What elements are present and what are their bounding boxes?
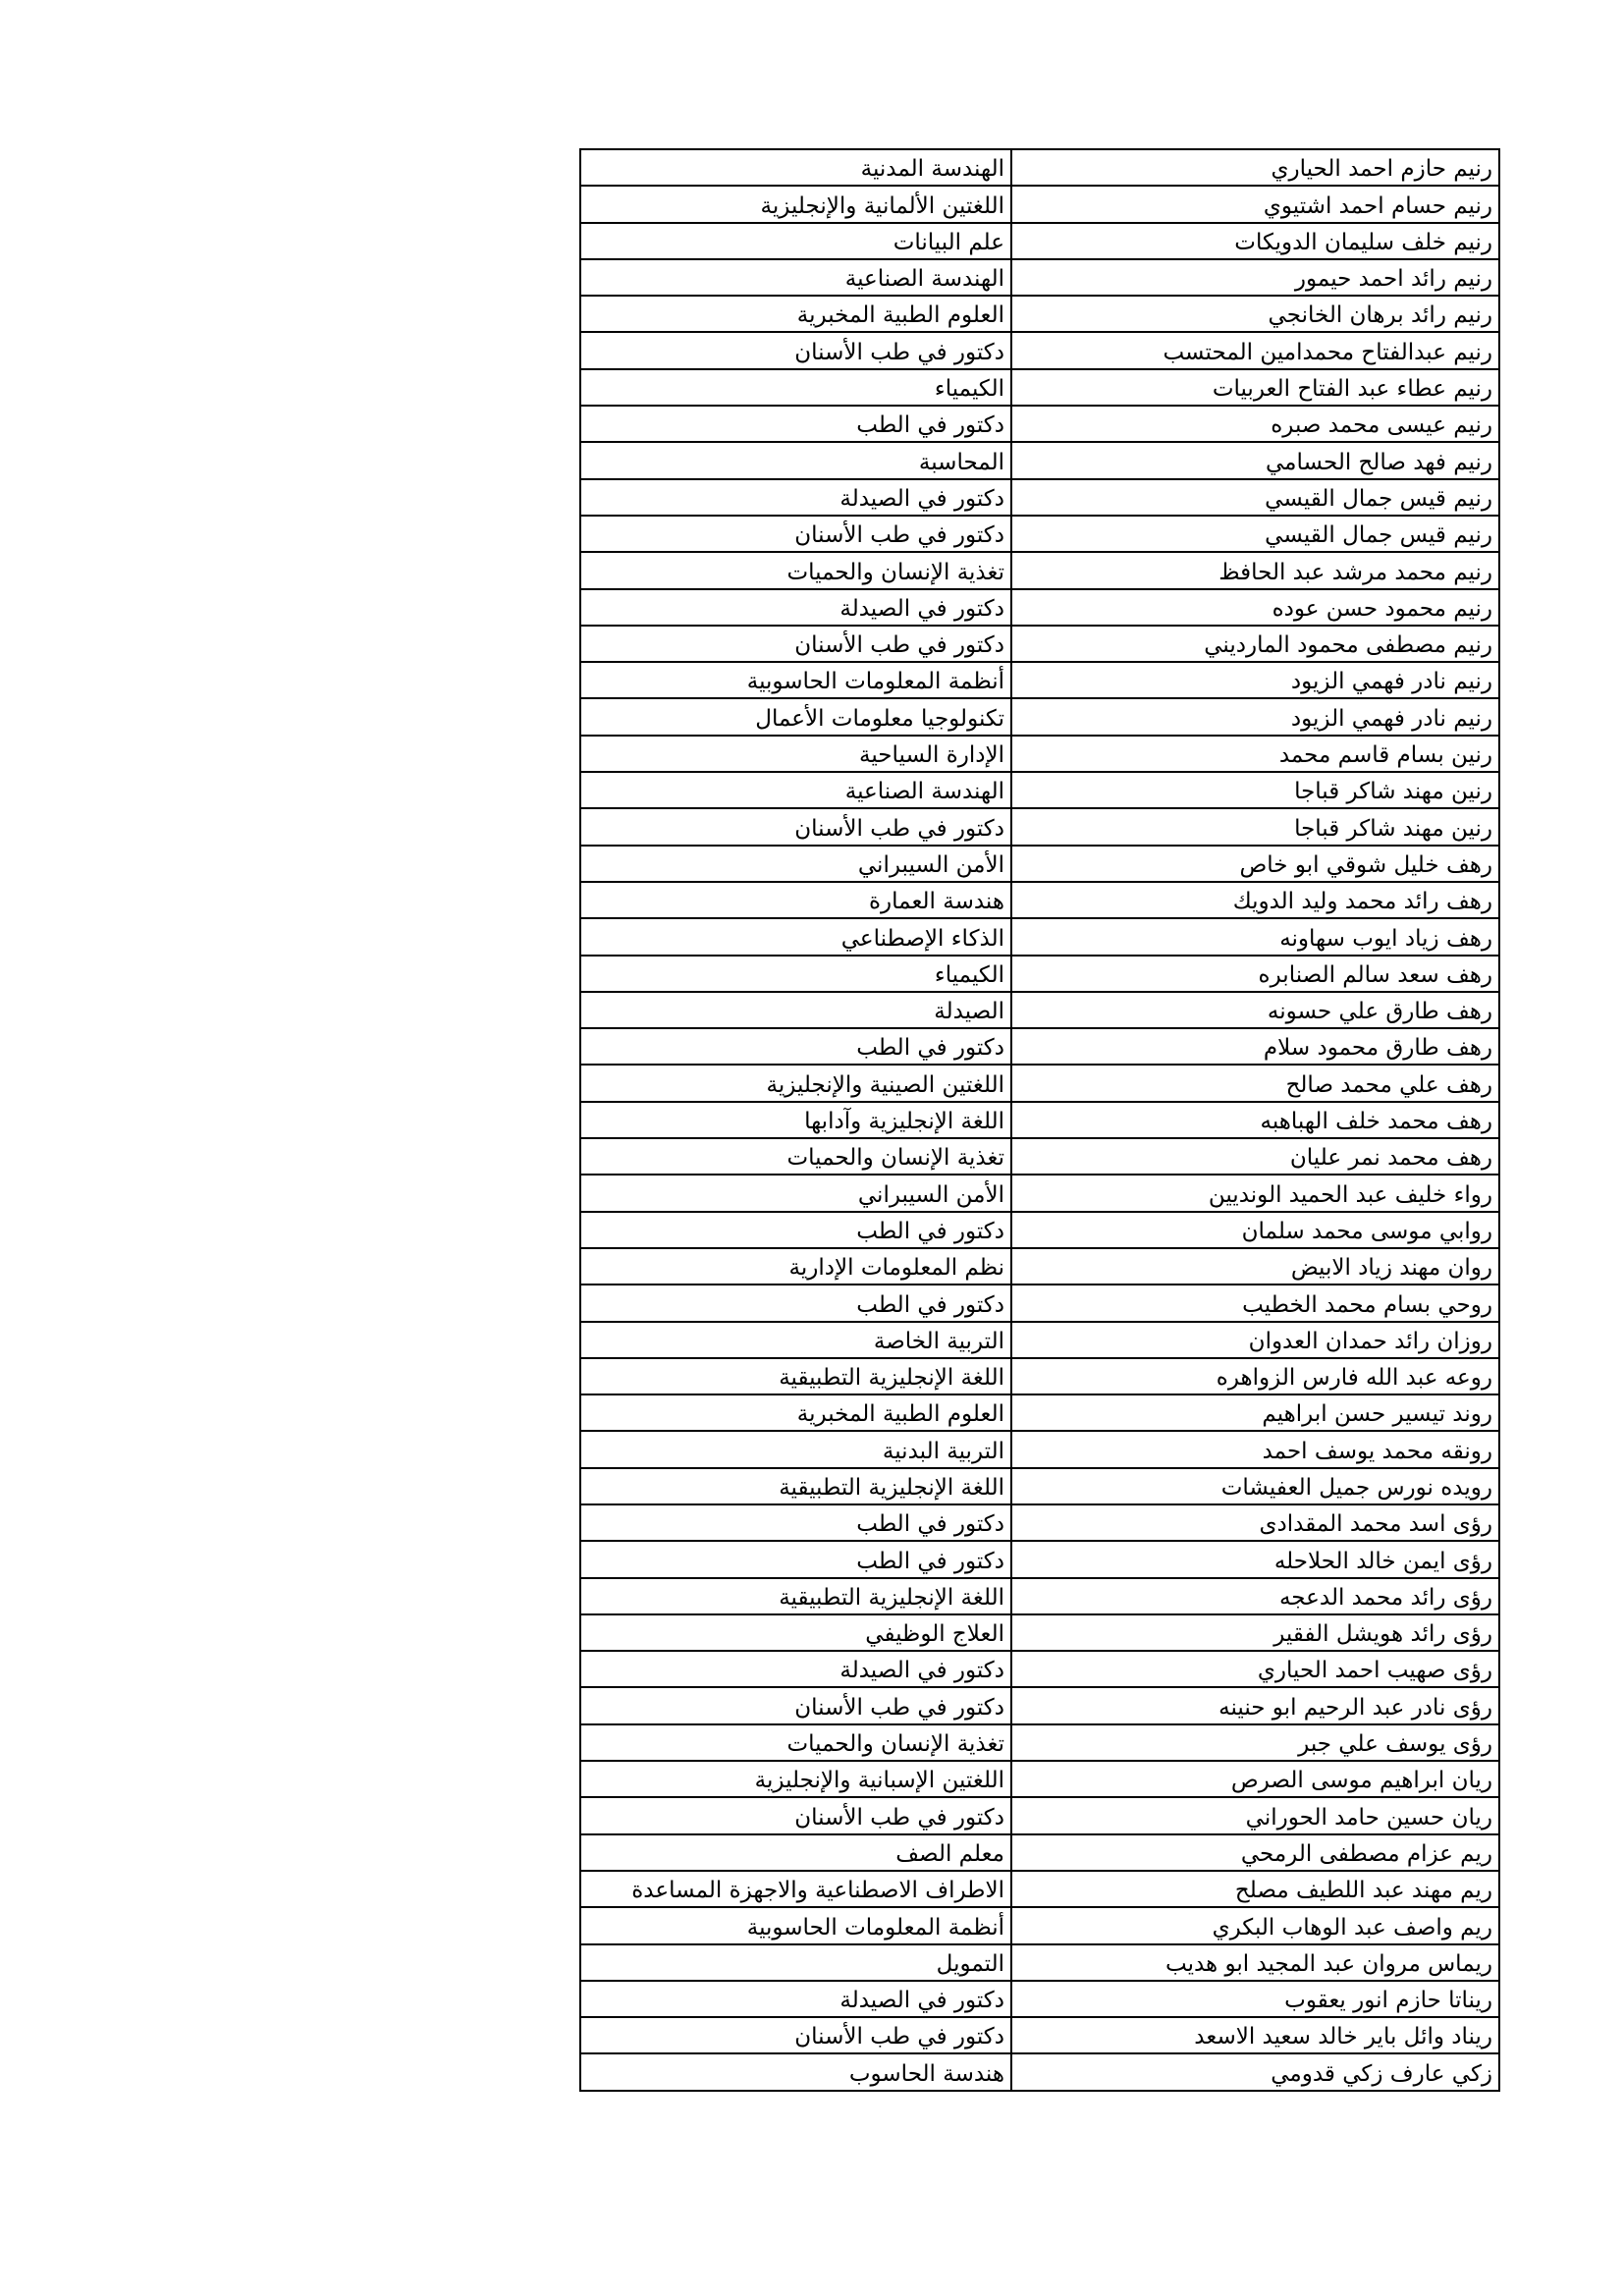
major-cell: معلم الصف bbox=[580, 1834, 1011, 1871]
table-row bbox=[580, 369, 1499, 406]
student-name-cell: رهف خليل شوقي ابو خاص bbox=[1011, 846, 1499, 882]
student-name-cell: رنيم عبدالفتاح محمدامين المحتسب bbox=[1011, 332, 1499, 368]
major-cell: علم البيانات bbox=[580, 223, 1011, 259]
student-name-cell: رنيم نادر فهمي الزيود bbox=[1011, 698, 1499, 735]
major-cell: اللغة الإنجليزية وآدابها bbox=[580, 1102, 1011, 1138]
major-cell: الذكاء الإصطناعي bbox=[580, 918, 1011, 955]
table-row bbox=[580, 406, 1499, 442]
table-row bbox=[580, 2017, 1499, 2053]
table-row bbox=[580, 1907, 1499, 1943]
table-row bbox=[580, 479, 1499, 516]
major-cell: تغذية الإنسان والحميات bbox=[580, 1724, 1011, 1761]
student-name-cell: رؤى اسد محمد المقدادى bbox=[1011, 1504, 1499, 1541]
table-row bbox=[580, 442, 1499, 478]
table-row bbox=[580, 662, 1499, 698]
major-cell: الهندسة المدنية bbox=[580, 149, 1011, 186]
student-name-cell: رنين بسام قاسم محمد bbox=[1011, 736, 1499, 772]
student-name-cell: رنيم رائد احمد حيمور bbox=[1011, 259, 1499, 296]
student-name-cell: رهف طارق علي حسونه bbox=[1011, 992, 1499, 1028]
major-cell: هندسة الحاسوب bbox=[580, 2053, 1011, 2090]
major-cell: التمويل bbox=[580, 1944, 1011, 1981]
student-name-cell: روزان رائد حمدان العدوان bbox=[1011, 1322, 1499, 1358]
major-cell: دكتور في طب الأسنان bbox=[580, 1797, 1011, 1833]
table-row bbox=[580, 698, 1499, 735]
table-row bbox=[580, 186, 1499, 222]
student-name-cell: زكي عارف زكي قدومي bbox=[1011, 2053, 1499, 2090]
major-cell: دكتور في طب الأسنان bbox=[580, 1687, 1011, 1723]
table-row bbox=[580, 1394, 1499, 1431]
major-cell: الهندسة الصناعية bbox=[580, 259, 1011, 296]
student-name-cell: رهف محمد نمر عليان bbox=[1011, 1138, 1499, 1175]
student-name-cell: رونقه محمد يوسف احمد bbox=[1011, 1431, 1499, 1467]
student-name-cell: رنيم عطاء عبد الفتاح العربيات bbox=[1011, 369, 1499, 406]
student-name-cell: رنيم قيس جمال القيسي bbox=[1011, 516, 1499, 552]
major-cell: تغذية الإنسان والحميات bbox=[580, 552, 1011, 588]
table-row bbox=[580, 808, 1499, 845]
student-name-cell: رنيم رائد برهان الخانجي bbox=[1011, 296, 1499, 332]
table-row bbox=[580, 259, 1499, 296]
student-name-cell: رنين مهند شاكر قباجا bbox=[1011, 772, 1499, 808]
major-cell: العلاج الوظيفي bbox=[580, 1614, 1011, 1651]
student-name-cell: ريناتا حازم انور يعقوب bbox=[1011, 1981, 1499, 2017]
table-row bbox=[580, 1761, 1499, 1797]
student-name-cell: روان مهند زياد الابيض bbox=[1011, 1248, 1499, 1285]
table-row bbox=[580, 1322, 1499, 1358]
major-cell: دكتور في الصيدلة bbox=[580, 1651, 1011, 1687]
major-cell: التربية الخاصة bbox=[580, 1322, 1011, 1358]
student-name-cell: ريماس مروان عبد المجيد ابو هديب bbox=[1011, 1944, 1499, 1981]
student-name-cell: رؤى نادر عبد الرحيم ابو حنينه bbox=[1011, 1687, 1499, 1723]
table-row bbox=[580, 918, 1499, 955]
student-name-cell: رنيم عيسى محمد صبره bbox=[1011, 406, 1499, 442]
major-cell: دكتور في الصيدلة bbox=[580, 1981, 1011, 2017]
student-name-cell: ريان ابراهيم موسى الصرص bbox=[1011, 1761, 1499, 1797]
major-cell: المحاسبة bbox=[580, 442, 1011, 478]
table-row bbox=[580, 1065, 1499, 1101]
major-cell: التربية البدنية bbox=[580, 1431, 1011, 1467]
student-name-cell: رهف زياد ايوب سهاونه bbox=[1011, 918, 1499, 955]
table-row bbox=[580, 1468, 1499, 1504]
table-row bbox=[580, 1028, 1499, 1065]
major-cell: أنظمة المعلومات الحاسوبية bbox=[580, 662, 1011, 698]
table-row bbox=[580, 1248, 1499, 1285]
major-cell: دكتور في طب الأسنان bbox=[580, 808, 1011, 845]
student-name-cell: رنيم محمود حسن عوده bbox=[1011, 589, 1499, 626]
table-body bbox=[580, 149, 1499, 2091]
major-cell: العلوم الطبية المخبرية bbox=[580, 1394, 1011, 1431]
student-name-cell: رهف طارق محمود سلام bbox=[1011, 1028, 1499, 1065]
student-name-cell: رهف محمد خلف الهباهبه bbox=[1011, 1102, 1499, 1138]
major-cell: الكيمياء bbox=[580, 956, 1011, 992]
student-name-cell: ريان حسين حامد الحوراني bbox=[1011, 1797, 1499, 1833]
table-row bbox=[580, 882, 1499, 918]
major-cell: اللغتين الصينية والإنجليزية bbox=[580, 1065, 1011, 1101]
student-name-cell: رنيم قيس جمال القيسي bbox=[1011, 479, 1499, 516]
major-cell: نظم المعلومات الإدارية bbox=[580, 1248, 1011, 1285]
major-cell: العلوم الطبية المخبرية bbox=[580, 296, 1011, 332]
major-cell: أنظمة المعلومات الحاسوبية bbox=[580, 1907, 1011, 1943]
student-name-cell: روابي موسى محمد سلمان bbox=[1011, 1212, 1499, 1248]
major-cell: دكتور في الطب bbox=[580, 1212, 1011, 1248]
student-name-cell: روعه عبد الله فارس الزواهره bbox=[1011, 1358, 1499, 1394]
table-row bbox=[580, 223, 1499, 259]
table-row bbox=[580, 1504, 1499, 1541]
student-name-cell: رؤى رائد هويشل الفقير bbox=[1011, 1614, 1499, 1651]
student-name-cell: رهف سعد سالم الصنابره bbox=[1011, 956, 1499, 992]
major-cell: دكتور في الطب bbox=[580, 1504, 1011, 1541]
major-cell: دكتور في الطب bbox=[580, 1541, 1011, 1577]
table-row bbox=[580, 736, 1499, 772]
table-row bbox=[580, 1944, 1499, 1981]
table-row bbox=[580, 2053, 1499, 2090]
names-majors-table bbox=[579, 148, 1500, 2092]
table-row bbox=[580, 1871, 1499, 1907]
student-name-cell: رنيم فهد صالح الحسامي bbox=[1011, 442, 1499, 478]
major-cell: الإدارة السياحية bbox=[580, 736, 1011, 772]
table-row bbox=[580, 1285, 1499, 1321]
student-name-cell: رنيم محمد مرشد عبد الحافظ bbox=[1011, 552, 1499, 588]
table-row bbox=[580, 626, 1499, 662]
student-name-cell: رنيم خلف سليمان الدويكات bbox=[1011, 223, 1499, 259]
student-name-cell: روحي بسام محمد الخطيب bbox=[1011, 1285, 1499, 1321]
major-cell: الأمن السيبراني bbox=[580, 1175, 1011, 1211]
table-row bbox=[580, 1138, 1499, 1175]
table-row bbox=[580, 1724, 1499, 1761]
student-name-cell: ريم مهند عبد اللطيف مصلح bbox=[1011, 1871, 1499, 1907]
major-cell: دكتور في طب الأسنان bbox=[580, 626, 1011, 662]
student-name-cell: رواء خليف عبد الحميد الونديين bbox=[1011, 1175, 1499, 1211]
table-row bbox=[580, 956, 1499, 992]
table-row bbox=[580, 1358, 1499, 1394]
table-row bbox=[580, 589, 1499, 626]
major-cell: اللغة الإنجليزية التطبيقية bbox=[580, 1358, 1011, 1394]
table-row bbox=[580, 1175, 1499, 1211]
table-row bbox=[580, 1797, 1499, 1833]
table-row bbox=[580, 1651, 1499, 1687]
table-row bbox=[580, 1834, 1499, 1871]
table-row bbox=[580, 1614, 1499, 1651]
major-cell: دكتور في طب الأسنان bbox=[580, 332, 1011, 368]
table-row bbox=[580, 149, 1499, 186]
major-cell: اللغتين الإسبانية والإنجليزية bbox=[580, 1761, 1011, 1797]
table-row bbox=[580, 992, 1499, 1028]
student-name-cell: رؤى صهيب احمد الحياري bbox=[1011, 1651, 1499, 1687]
major-cell: اللغة الإنجليزية التطبيقية bbox=[580, 1468, 1011, 1504]
table-row bbox=[580, 1687, 1499, 1723]
table-row bbox=[580, 846, 1499, 882]
major-cell: الأمن السيبراني bbox=[580, 846, 1011, 882]
table-row bbox=[580, 1981, 1499, 2017]
major-cell: دكتور في الطب bbox=[580, 406, 1011, 442]
major-cell: تكنولوجيا معلومات الأعمال bbox=[580, 698, 1011, 735]
major-cell: هندسة العمارة bbox=[580, 882, 1011, 918]
major-cell: دكتور في طب الأسنان bbox=[580, 2017, 1011, 2053]
student-name-cell: رنيم حازم احمد الحياري bbox=[1011, 149, 1499, 186]
student-name-cell: رهف علي محمد صالح bbox=[1011, 1065, 1499, 1101]
student-name-cell: رؤى ايمن خالد الحلاحله bbox=[1011, 1541, 1499, 1577]
student-name-cell: ريم واصف عبد الوهاب البكري bbox=[1011, 1907, 1499, 1943]
table-row bbox=[580, 516, 1499, 552]
major-cell: دكتور في الطب bbox=[580, 1285, 1011, 1321]
table-row bbox=[580, 1212, 1499, 1248]
student-name-cell: رؤى يوسف علي جبر bbox=[1011, 1724, 1499, 1761]
table-row bbox=[580, 772, 1499, 808]
student-name-cell: روند تيسير حسن ابراهيم bbox=[1011, 1394, 1499, 1431]
student-name-cell: رهف رائد محمد وليد الدويك bbox=[1011, 882, 1499, 918]
major-cell: الاطراف الاصطناعية والاجهزة المساعدة bbox=[580, 1871, 1011, 1907]
student-name-cell: رنيم نادر فهمي الزيود bbox=[1011, 662, 1499, 698]
major-cell: الكيمياء bbox=[580, 369, 1011, 406]
major-cell: اللغتين الألمانية والإنجليزية bbox=[580, 186, 1011, 222]
major-cell: دكتور في الطب bbox=[580, 1028, 1011, 1065]
major-cell: دكتور في طب الأسنان bbox=[580, 516, 1011, 552]
major-cell: دكتور في الصيدلة bbox=[580, 589, 1011, 626]
table-row bbox=[580, 332, 1499, 368]
major-cell: دكتور في الصيدلة bbox=[580, 479, 1011, 516]
student-name-cell: رويده نورس جميل العفيشات bbox=[1011, 1468, 1499, 1504]
table-row bbox=[580, 1102, 1499, 1138]
table-row bbox=[580, 1578, 1499, 1614]
student-name-cell: رنيم حسام احمد اشتيوي bbox=[1011, 186, 1499, 222]
major-cell: اللغة الإنجليزية التطبيقية bbox=[580, 1578, 1011, 1614]
major-cell: الهندسة الصناعية bbox=[580, 772, 1011, 808]
table-row bbox=[580, 552, 1499, 588]
student-name-cell: ريناد وائل باير خالد سعيد الاسعد bbox=[1011, 2017, 1499, 2053]
major-cell: الصيدلة bbox=[580, 992, 1011, 1028]
major-cell: تغذية الإنسان والحميات bbox=[580, 1138, 1011, 1175]
student-name-cell: رنيم مصطفى محمود المارديني bbox=[1011, 626, 1499, 662]
table-row bbox=[580, 1541, 1499, 1577]
table-row bbox=[580, 296, 1499, 332]
student-name-cell: رؤى رائد محمد الدعجه bbox=[1011, 1578, 1499, 1614]
table-row bbox=[580, 1431, 1499, 1467]
student-name-cell: ريم عزام مصطفى الرمحي bbox=[1011, 1834, 1499, 1871]
student-name-cell: رنين مهند شاكر قباجا bbox=[1011, 808, 1499, 845]
